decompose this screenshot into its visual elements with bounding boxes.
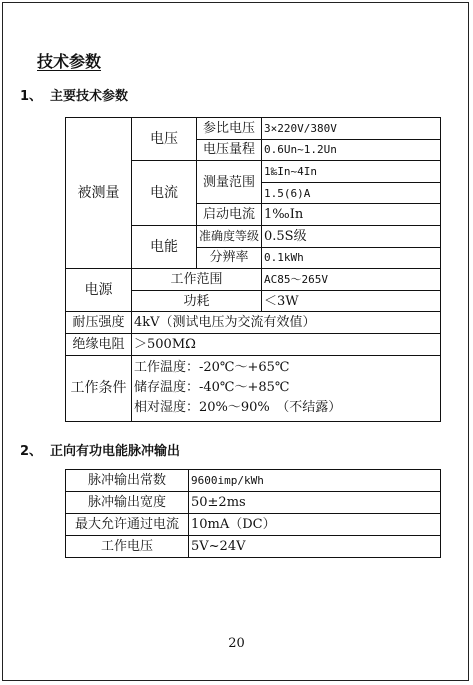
current-range-value-2: 1.5(6)A [262,182,441,204]
table-row [66,492,441,514]
conditions-label: 工作条件 [66,355,132,421]
max-current-label: 最大允许通过电流 [66,514,189,536]
table-row [66,470,441,492]
conditions-cell [132,355,441,421]
working-voltage-label: 工作电压 [66,536,189,558]
voltage-range-value: 0.6Un~1.2Un [262,139,441,161]
resolution-value: 0.1kWh [262,247,441,269]
insulation-value: ＞500MΩ [132,333,441,355]
table-row [66,536,441,558]
pulse-constant-value: 9600imp/kWh [189,470,441,492]
start-current-value: 1‰In [262,204,441,226]
section-1-number: 1、 [20,89,43,104]
pulse-width-label: 脉冲输出宽度 [66,492,189,514]
current-range-label: 测量范围 [197,161,262,204]
current-label: 电流 [132,161,197,226]
start-current-label: 启动电流 [197,204,262,226]
working-voltage-value: 5V~24V [189,536,441,558]
power-consumption-label: 功耗 [132,290,262,312]
withstand-label: 耐压强度 [66,312,132,334]
energy-label: 电能 [132,225,197,268]
section-2-title: 正向有功电能脉冲输出 [50,444,181,459]
section-1-title: 主要技术参数 [50,89,129,104]
relative-humidity: 相对湿度：20%～90% （不结露） [134,400,342,416]
section-1-heading [20,85,128,104]
max-current-value: 10mA（DC） [189,514,441,536]
ref-voltage-value: 3×220V/380V [262,118,441,140]
storage-temperature: 储存温度：-40℃～+85℃ [134,380,290,396]
section-2-heading [20,440,180,459]
accuracy-value: 0.5S级 [262,225,441,247]
section-2-number: 2、 [20,444,43,459]
pulse-constant-label: 脉冲输出常数 [66,470,189,492]
power-label: 电源 [66,269,132,312]
current-range-value-1: 1‰In~4In [262,161,441,183]
main-specs-table [65,117,441,422]
ref-voltage-label: 参比电压 [197,118,262,140]
page-title: 技术参数 [37,52,102,71]
withstand-value: 4kV（测试电压为交流有效值） [132,312,441,334]
voltage-range-label: 电压量程 [197,139,262,161]
table-row [66,514,441,536]
working-temperature: 工作温度：-20℃～+65℃ [134,360,290,376]
pulse-width-value: 50±2ms [189,492,441,514]
page-number: 20 [228,636,245,651]
power-range-value: AC85～265V [262,269,441,291]
power-consumption-value: ＜3W [262,290,441,312]
pulse-output-table [65,469,441,558]
voltage-label: 电压 [132,118,197,161]
accuracy-label: 准确度等级 [197,225,262,247]
power-range-label: 工作范围 [132,269,262,291]
measured-label: 被测量 [66,118,132,269]
resolution-label: 分辨率 [197,247,262,269]
insulation-label: 绝缘电阻 [66,333,132,355]
